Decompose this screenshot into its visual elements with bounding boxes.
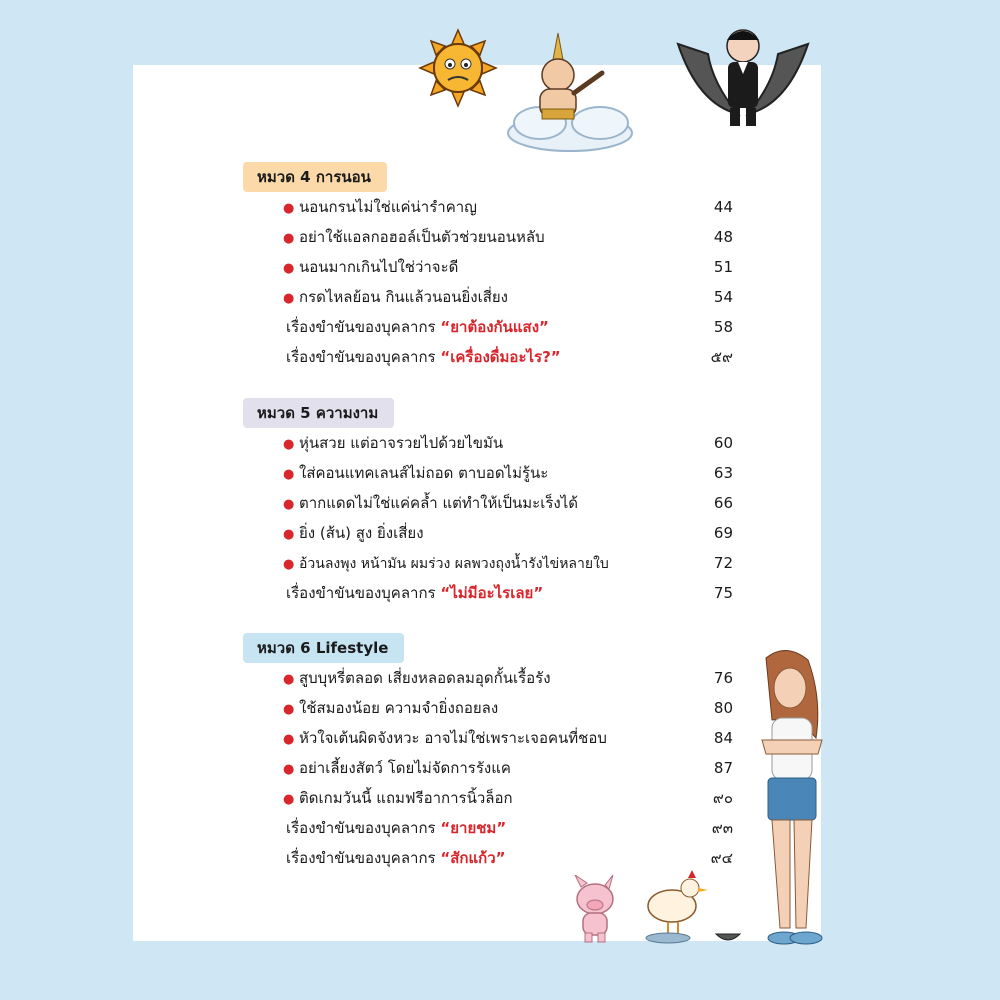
- toc-story[interactable]: [286, 813, 733, 843]
- bullet-icon: ●: [283, 231, 295, 246]
- cloud-giant-illustration: [500, 25, 640, 155]
- bullet-icon: ●: [283, 261, 295, 276]
- story-title: “ยาต้องกันแสง”: [440, 318, 549, 336]
- bullet-icon: ●: [283, 732, 295, 747]
- toc-item[interactable]: [283, 282, 733, 312]
- toc-item[interactable]: [283, 753, 733, 783]
- page-number: 87: [713, 759, 733, 777]
- vampire-bat-illustration: [668, 14, 818, 139]
- toc-item[interactable]: [283, 192, 733, 222]
- item-title: ยิ่ง (ส้น) สูง ยิ่งเสี่ยง: [299, 524, 424, 542]
- bullet-icon: ●: [283, 437, 295, 452]
- item-title: อย่าใช้แอลกอฮอล์เป็นตัวช่วยนอนหลับ: [299, 228, 545, 246]
- sun-cartoon-illustration: [418, 28, 498, 108]
- toc-item[interactable]: [283, 548, 733, 578]
- story-title: “เครื่องดื่มอะไร?”: [440, 348, 561, 366]
- item-title: หัวใจเต้นผิดจังหวะ อาจไม่ใช่เพราะเจอคนที่ชอบ: [299, 729, 607, 747]
- toc-item[interactable]: [283, 252, 733, 282]
- page-number: 63: [713, 464, 733, 482]
- bullet-icon: ●: [283, 792, 295, 807]
- toc-item[interactable]: [283, 488, 733, 518]
- toc-item[interactable]: [283, 458, 733, 488]
- item-title: ตากแดดไม่ใช่แค่คล้ำ แต่ทำให้เป็นมะเร็งได้: [299, 494, 579, 512]
- page-number: 69: [713, 524, 733, 542]
- page-number: 58: [713, 318, 733, 336]
- bullet-icon: ●: [283, 672, 295, 687]
- story-prefix: เรื่องขำขันของบุคลากร: [286, 819, 436, 837]
- page-number: 84: [713, 729, 733, 747]
- toc-item[interactable]: [283, 783, 733, 813]
- bullet-icon: ●: [283, 467, 295, 482]
- item-title: กรดไหลย้อน กินแล้วนอนยิ่งเสี่ยง: [299, 288, 508, 306]
- page-number: 48: [713, 228, 733, 246]
- section-header: หมวด 6 Lifestyle: [243, 633, 404, 663]
- toc-item[interactable]: [283, 723, 733, 753]
- page-number: ๙๐: [712, 789, 733, 807]
- bullet-icon: ●: [283, 497, 295, 512]
- bullet-icon: ●: [283, 527, 295, 542]
- page-number: 54: [713, 288, 733, 306]
- bullet-icon: ●: [283, 762, 295, 777]
- page-number: 66: [713, 494, 733, 512]
- story-prefix: เรื่องขำขันของบุคลากร: [286, 849, 436, 867]
- page-number: ๕๙: [710, 348, 733, 366]
- toc-item[interactable]: [283, 693, 733, 723]
- chicken-with-bowl-illustration: [632, 870, 742, 950]
- page-number: ๙๔: [710, 849, 733, 867]
- bullet-icon: ●: [283, 557, 295, 572]
- toc-story[interactable]: [286, 578, 733, 608]
- story-prefix: เรื่องขำขันของบุคลากร: [286, 318, 436, 336]
- toc-item[interactable]: [283, 222, 733, 252]
- page-number: ๙๓: [711, 819, 733, 837]
- toc-item[interactable]: [283, 663, 733, 693]
- toc-story[interactable]: [286, 843, 733, 873]
- bullet-icon: ●: [283, 201, 295, 216]
- woman-in-shorts-illustration: [738, 648, 844, 954]
- item-title: ใส่คอนแทคเลนส์ไม่ถอด ตาบอดไม่รู้นะ: [299, 464, 549, 482]
- bullet-icon: ●: [283, 702, 295, 717]
- item-title: อ้วนลงพุง หน้ามัน ผมร่วง ผลพวงถุงน้ำรังไข่หลายใบ: [299, 556, 609, 572]
- item-title: หุ่นสวย แต่อาจรวยไปด้วยไขมัน: [299, 434, 504, 452]
- item-title: ใช้สมองน้อย ความจำยิ่งถอยลง: [299, 699, 499, 717]
- story-title: “ยายชม”: [440, 819, 507, 837]
- toc-item[interactable]: [283, 428, 733, 458]
- page-number: 76: [713, 669, 733, 687]
- page-number: 80: [713, 699, 733, 717]
- story-prefix: เรื่องขำขันของบุคลากร: [286, 584, 436, 602]
- story-title: “สักแก้ว”: [440, 849, 506, 867]
- toc-page: [133, 65, 821, 941]
- page-number: 60: [713, 434, 733, 452]
- item-title: อย่าเลี้ยงสัตว์ โดยไม่จัดการรังแค: [299, 759, 511, 777]
- item-title: สูบบุหรี่ตลอด เสี่ยงหลอดลมอุดกั้นเรื้อรัง: [299, 669, 551, 687]
- page-number: 51: [713, 258, 733, 276]
- pig-cartoon-illustration: [565, 875, 625, 945]
- item-title: นอนกรนไม่ใช่แค่น่ารำคาญ: [299, 198, 477, 216]
- toc-item[interactable]: [283, 518, 733, 548]
- section-header: หมวด 5 ความงาม: [243, 398, 394, 428]
- page-number: 75: [713, 584, 733, 602]
- section-header: หมวด 4 การนอน: [243, 162, 387, 192]
- page-number: 44: [713, 198, 733, 216]
- story-title: “ไม่มีอะไรเลย”: [440, 584, 544, 602]
- item-title: ติดเกมวันนี้ แถมฟรีอาการนิ้วล็อก: [299, 789, 513, 807]
- page-number: 72: [713, 554, 733, 572]
- bullet-icon: ●: [283, 291, 295, 306]
- toc-story[interactable]: [286, 312, 733, 342]
- story-prefix: เรื่องขำขันของบุคลากร: [286, 348, 436, 366]
- toc-story[interactable]: [286, 342, 733, 372]
- item-title: นอนมากเกินไปใช่ว่าจะดี: [299, 258, 459, 276]
